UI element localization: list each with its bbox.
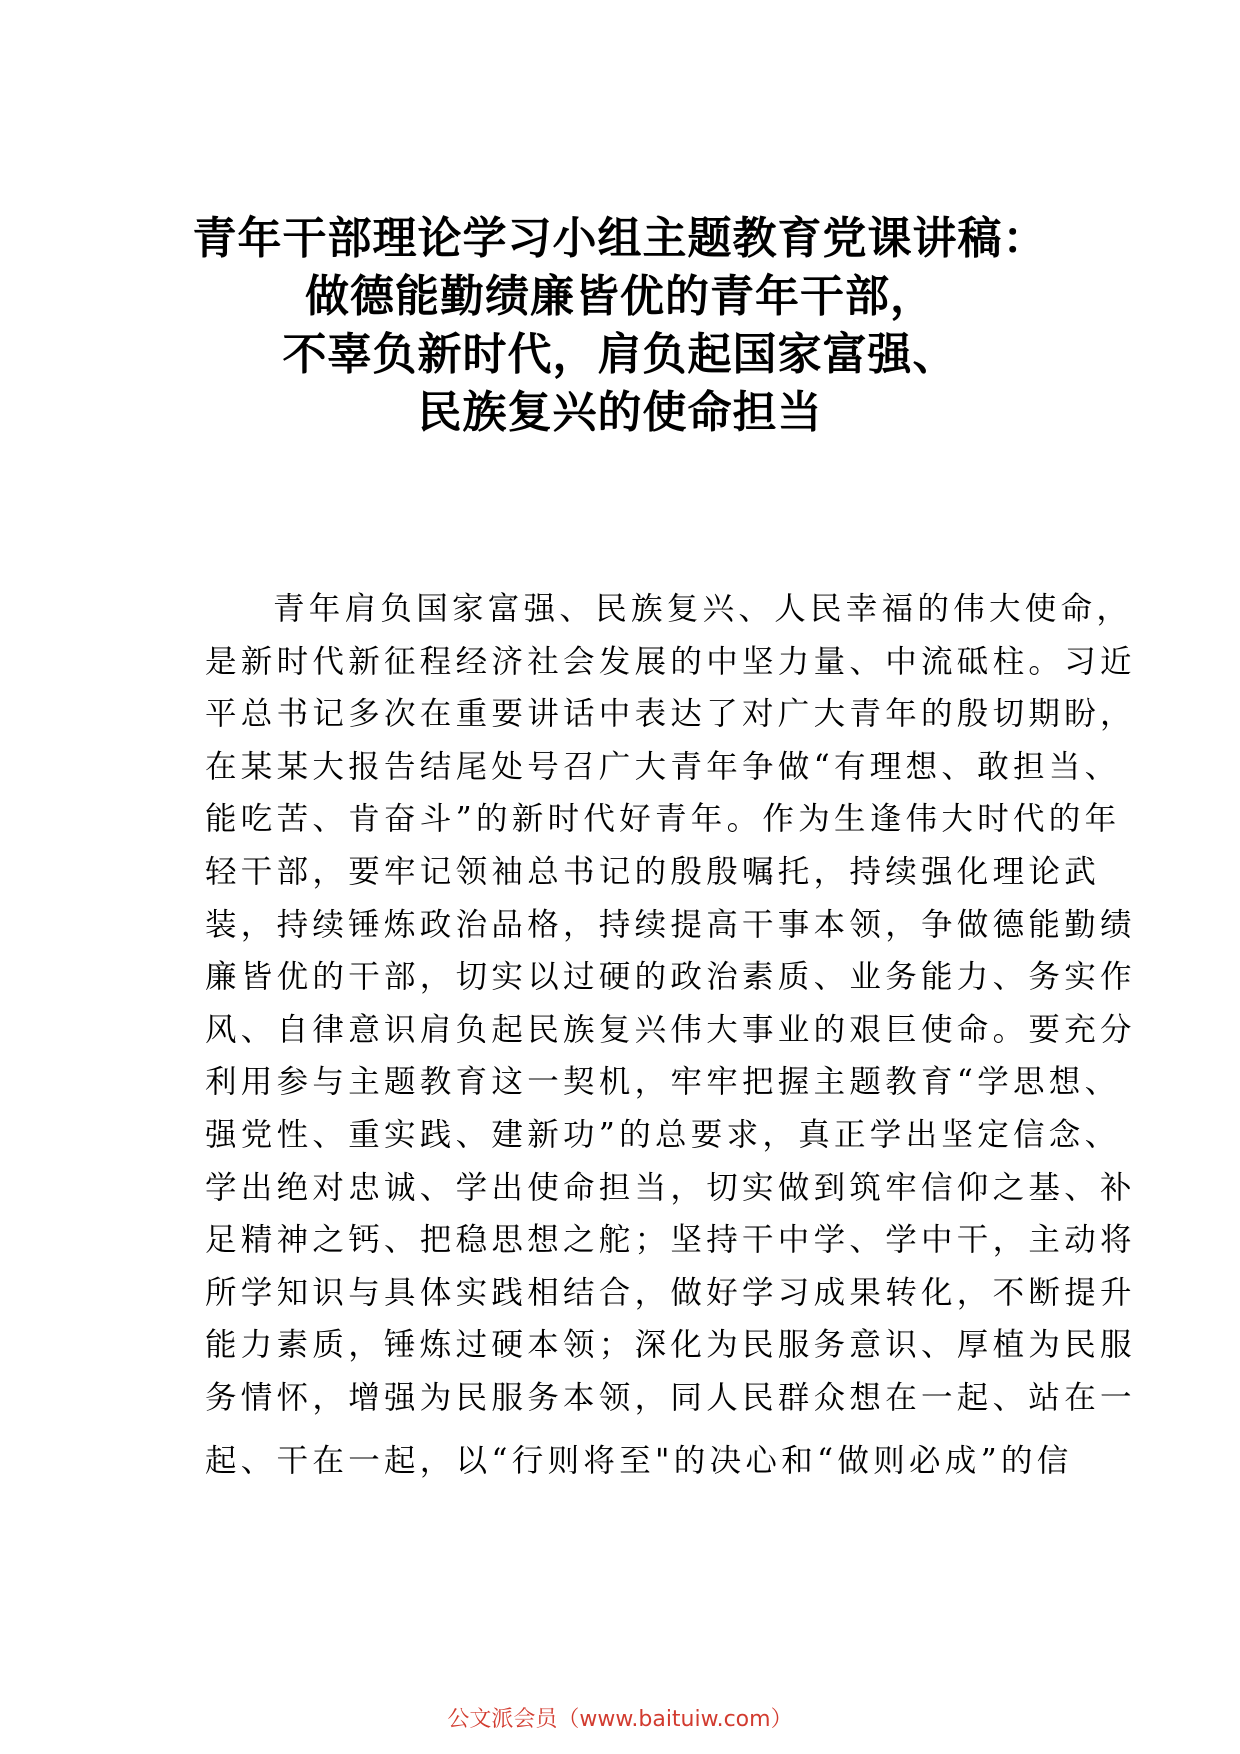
body-line: 能力素质，锤炼过硬本领；深化为民服务意识、厚植为民服: [205, 1327, 1136, 1364]
body-line: 利用参与主题教育这一契机，牢牢把握主题教育“学思想、: [205, 1064, 1121, 1101]
body-paragraph: [205, 583, 1136, 1487]
body-line: 强党性、重实践、建新功”的总要求，真正学出坚定信念、: [205, 1116, 1121, 1153]
body-line: 足精神之钙、把稳思想之舵；坚持干中学、学中干，主动将: [205, 1222, 1136, 1259]
title-line-2: 做德能勤绩廉皆优的青年干部，: [305, 271, 935, 322]
body-line: 平总书记多次在重要讲话中表达了对广大青年的殷切期盼，: [205, 696, 1136, 733]
body-line: 青年肩负国家富强、民族复兴、人民幸福的伟大使命，: [273, 591, 1133, 627]
title-line-1: 青年干部理论学习小组主题教育党课讲稿：: [192, 213, 1048, 264]
body-line: 能吃苦、肯奋斗”的新时代好青年。作为生逢伟大时代的年: [205, 801, 1121, 838]
body-line: 装，持续锤炼政治品格，持续提高干事本领，争做德能勤绩: [205, 906, 1136, 943]
body-line: 在某某大报告结尾处号召广大青年争做“有理想、敢担当、: [205, 748, 1121, 785]
title-line-3: 不辜负新时代，肩负起国家富强、: [282, 329, 958, 380]
body-line: 廉皆优的干部，切实以过硬的政治素质、业务能力、务实作: [205, 959, 1136, 996]
body-line: 起、干在一起，以“行则将至"的决心和“做则必成”的信: [205, 1442, 1073, 1479]
document-title: [150, 210, 1090, 442]
body-line: 务情怀，增强为民服务本领，同人民群众想在一起、站在一: [205, 1379, 1136, 1416]
footer-watermark: 公文派会员（www.baituiw.com）: [447, 1707, 793, 1732]
title-line-4: 民族复兴的使命担当: [417, 387, 823, 438]
body-line: 轻干部，要牢记领袖总书记的殷殷嘱托，持续强化理论武: [205, 853, 1101, 890]
body-line: 是新时代新征程经济社会发展的中坚力量、中流砥柱。习近: [205, 643, 1136, 680]
body-line: 风、自律意识肩负起民族复兴伟大事业的艰巨使命。要充分: [205, 1011, 1136, 1048]
body-line: 所学知识与具体实践相结合，做好学习成果转化，不断提升: [205, 1274, 1136, 1311]
body-line: 学出绝对忠诚、学出使命担当，切实做到筑牢信仰之基、补: [205, 1169, 1136, 1206]
